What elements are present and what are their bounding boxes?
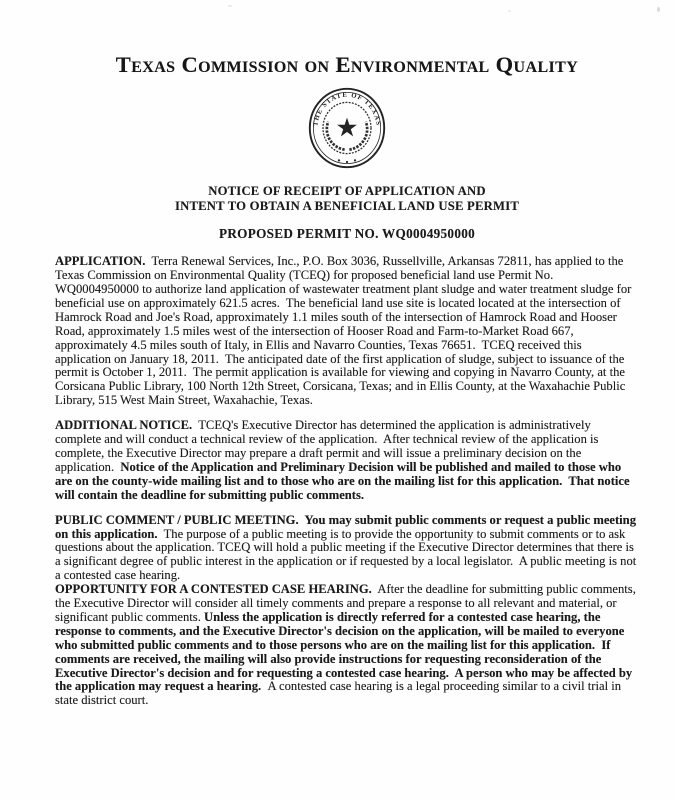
additional-notice-paragraph (55, 419, 639, 502)
application-paragraph (55, 255, 639, 408)
public-comment-paragraph (55, 514, 639, 709)
public-comment-heading: PUBLIC COMMENT / PUBLIC MEETING. (55, 512, 299, 527)
additional-notice-heading: ADDITIONAL NOTICE. (55, 418, 193, 433)
contested-hearing-text: After the deadline for submitting public comments, the Executive Director will consider all timely comments and prepare a response to all relevant and material, or significant public comments. (55, 582, 640, 624)
scan-speck (657, 7, 660, 12)
seal-dot (354, 159, 356, 161)
agency-title: Texas Commission on Environmental Quality (115, 52, 579, 77)
texas-state-seal (307, 86, 387, 170)
public-comment-text: The purpose of a public meeting is to provide the opportunity to submit comments or to ask questions about the application. TCEQ will hold a public meeting if the Executive Director determines that there is a significant degree of public interest in the application or if requested by a local legislator. A public meeting is not a contested case hearing. (55, 526, 640, 583)
permit-number-line: PROPOSED PERMIT NO. WQ0004950000 (218, 226, 476, 242)
seal-text: THE STATE OF TEXAS (312, 91, 382, 127)
additional-notice-text: TCEQ's Executive Director has determined the application is administratively complete and will conduct a technical review of the application. After technical review of the application is complete, the Executive Director may prepare a draft permit and will issue a preliminary decision on the application. (55, 418, 602, 474)
application-text: Terra Renewal Services, Inc., P.O. Box 3036, Russellville, Arkansas 72811, has applied to the Texas Commission on Environmental Quality (TCEQ) for proposed beneficial land use Permit No. WQ0004950000 to authorize land application of wastewater treatment plant sludge and water treatment sludge for beneficial use on approximately 621.5 acres. The beneficial land use site is located located at the intersection of Hamrock Road and Joe's Road, approximately 1.1 miles south of the intersection of Hamrock Road and Hooser Road, approximately 1.5 miles west of the intersection of Hooser Road and Farm-to-Market Road 667, approximately 4.5 miles south of Italy, in Ellis and Navarro Counties, Texas 76651. TCEQ received this application on January 18, 2011. The anticipated date of the first application of sludge, subject to issuance of the permit is October 1, 2011. The permit application is available for viewing and copying in Navarro County, at the Corsicana Public Library, 100 North 12th Street, Corsicana, Texas; and in Ellis County, at the Waxahachie Public Library, 515 West Main Street, Waxahachie, Texas. (55, 254, 635, 408)
notice-title (55, 184, 639, 213)
seal-dot (346, 161, 348, 163)
seal-star (337, 118, 357, 137)
document-content (55, 0, 639, 708)
additional-notice-bold-text: Notice of the Application and Preliminary Decision will be published and mailed to those who are on the county-wide mailing list and to those who are on the mailing list for this application. That notice will contain the deadline for submitting public comments. (55, 459, 633, 502)
notice-title-line2: INTENT TO OBTAIN A BENEFICIAL LAND USE PERMIT (174, 198, 519, 213)
public-comment-bold-lead: You may submit public comments or request a public meeting on this application. (55, 512, 640, 541)
contested-hearing-closing-text: A contested case hearing is a legal proceeding similar to a civil trial in state district court. (55, 679, 625, 708)
application-heading: APPLICATION. (55, 254, 146, 269)
contested-hearing-heading: OPPORTUNITY FOR A CONTESTED CASE HEARING. (55, 582, 372, 597)
notice-title-line1: NOTICE OF RECEIPT OF APPLICATION AND (208, 184, 486, 198)
contested-hearing-bold-text: Unless the application is directly referred for a contested case hearing, the response to comments, and the Executive Director's decision on the application, will be mailed to everyone who submitted public comments and to those persons who are on the mailing list for this application. If comments are received, the mailing will also provide instructions for requesting reconsideration of the Executive Director's decision and for requesting a contested case hearing. A person who may be affected by the application may request a hearing. (55, 609, 636, 694)
seal-dot (338, 159, 340, 161)
